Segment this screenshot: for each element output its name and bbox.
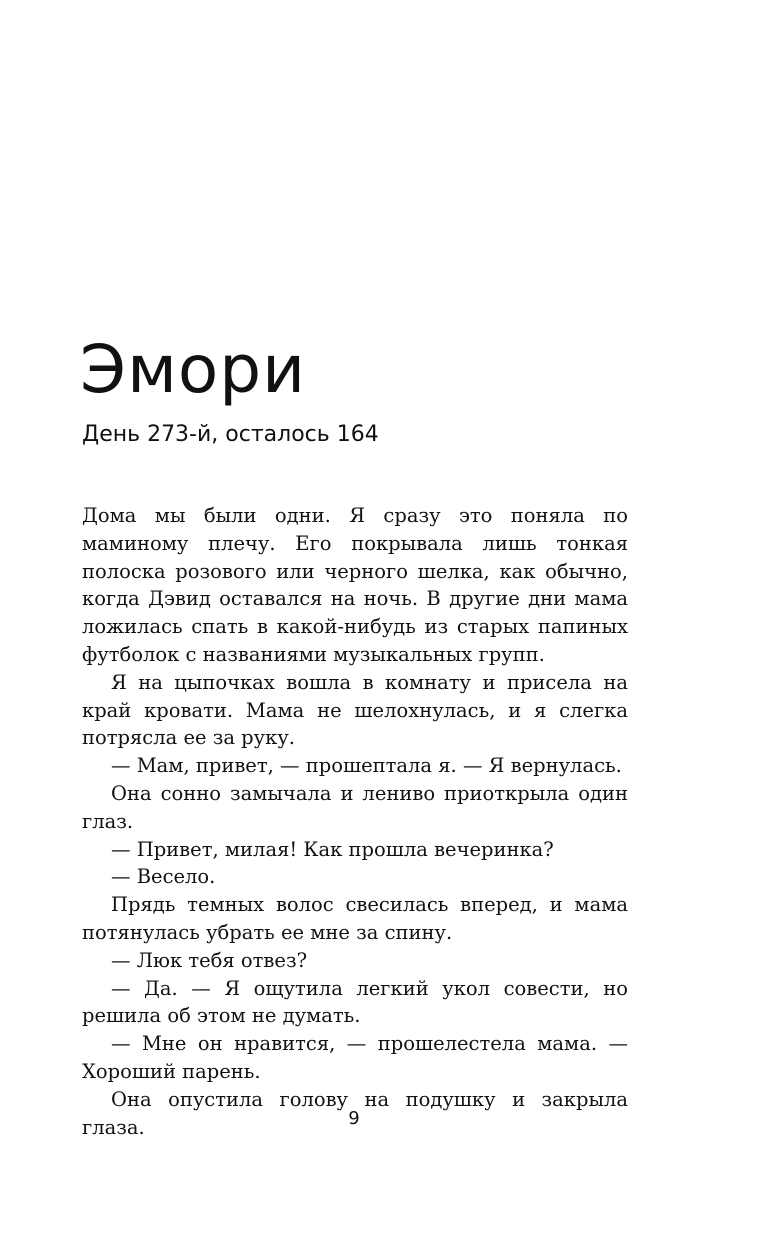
paragraph: Дома мы были одни. Я сразу это поняла по маминому плечу. Его покрывала лишь тонкая полоска розового или черного шелка, как обычно, когда Дэвид оставался на ночь. В другие дни мама ложилась спать в какой-нибудь из старых папиных футболок с названиями музыкальных групп. (82, 504, 628, 666)
body-text (82, 502, 628, 1141)
paragraph: Она сонно замычала и лениво приоткрыла один глаз. (82, 781, 628, 833)
paragraph: Я на цыпочках вошла в комнату и присела на край кровати. Мама не шелохнулась, и я слегка потрясла ее за руку. (82, 670, 628, 750)
dialogue-line: — Люк тебя отвез? (111, 948, 308, 972)
chapter-subtitle: День 273-й, осталось 164 (82, 422, 379, 447)
dialogue-line: — Да. — Я ощутила легкий укол совести, но решила об этом не думать. (82, 976, 628, 1028)
paragraph: Прядь темных волос свесилась вперед, и мама потянулась убрать ее мне за спину. (82, 893, 628, 944)
dialogue-line: — Мне он нравится, — прошелестела мама. — Хороший парень. (82, 1032, 628, 1083)
dialogue-line: — Мам, привет, — прошептала я. — Я вернулась. (111, 754, 622, 778)
page-number: 9 (348, 1108, 360, 1129)
dialogue-line: — Весело. (111, 865, 216, 889)
paragraph: Она опустила голову на подушку и закрыла глаза. (82, 1087, 628, 1139)
dialogue-line: — Привет, милая! Как прошла вечеринка? (111, 837, 554, 861)
chapter-title: Эмори (80, 331, 307, 408)
